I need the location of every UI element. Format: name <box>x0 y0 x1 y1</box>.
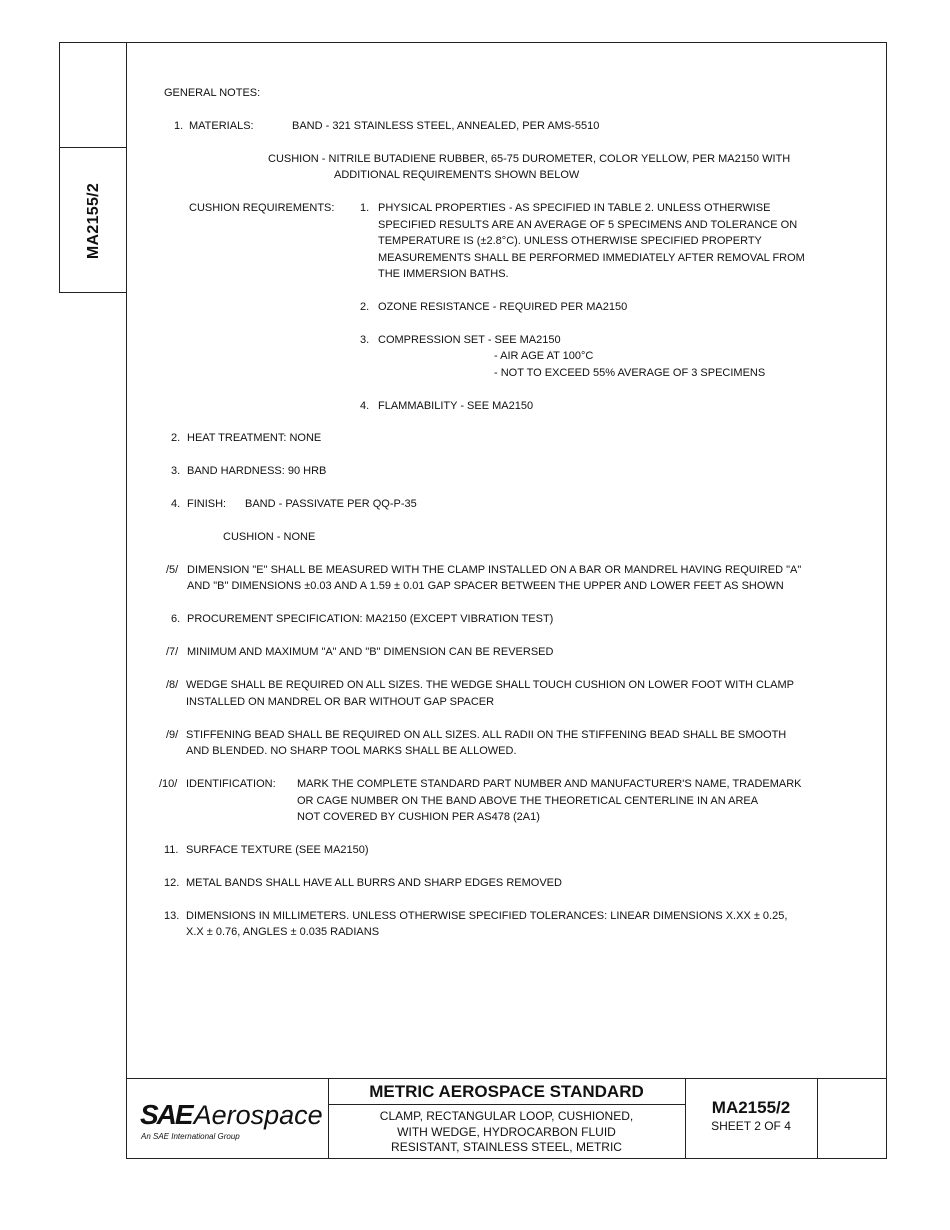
note-5-number: /5/ <box>166 564 179 576</box>
note-4-cushion: CUSHION - NONE <box>223 531 316 543</box>
title-block-divider-3 <box>817 1079 818 1159</box>
note-10-line-1: MARK THE COMPLETE STANDARD PART NUMBER AND MANUFACTURER'S NAME, TRADEMARK <box>297 778 802 790</box>
note-13-line-1: DIMENSIONS IN MILLIMETERS. UNLESS OTHERWISE SPECIFIED TOLERANCES: LINEAR DIMENSIONS X.XX ± 0.25, <box>186 910 788 922</box>
note-9-number: /9/ <box>166 729 179 741</box>
description-line-2: WITH WEDGE, HYDROCARBON FLUID <box>397 1124 616 1139</box>
note-5-line-2: AND "B" DIMENSIONS ±0.03 AND A 1.59 ± 0.01 GAP SPACER BETWEEN THE UPPER AND LOWER FEET AS SHOWN <box>187 580 784 592</box>
note-7: MINIMUM AND MAXIMUM "A" AND "B" DIMENSION CAN BE REVERSED <box>187 646 554 658</box>
note-5-line-1: DIMENSION "E" SHALL BE MEASURED WITH THE CLAMP INSTALLED ON A BAR OR MANDREL HAVING REQUIRED "A" <box>187 564 802 576</box>
side-doc-number: MA2155/2 <box>85 182 102 260</box>
note-10-line-3: NOT COVERED BY CUSHION PER AS478 (2A1) <box>297 811 540 823</box>
description-line-1: CLAMP, RECTANGULAR LOOP, CUSHIONED, <box>379 1109 634 1123</box>
note-6-number: 6. <box>171 613 181 625</box>
note-12-number: 12. <box>164 877 180 889</box>
note-2-number: 2. <box>171 432 181 444</box>
note-12: METAL BANDS SHALL HAVE ALL BURRS AND SHARP EDGES REMOVED <box>186 877 562 889</box>
note-6: PROCUREMENT SPECIFICATION: MA2150 (EXCEPT VIBRATION TEST) <box>187 613 554 625</box>
logo-subtitle: An SAE International Group <box>141 1132 240 1141</box>
note-8-line-1: WEDGE SHALL BE REQUIRED ON ALL SIZES. THE WEDGE SHALL TOUCH CUSHION ON LOWER FOOT WITH CLAMP <box>186 679 794 691</box>
note-7-number: /7/ <box>166 646 179 658</box>
side-tab <box>59 42 127 293</box>
note-11: SURFACE TEXTURE (SEE MA2150) <box>186 844 369 856</box>
note-4-number: 4. <box>171 498 181 510</box>
note-10-label: IDENTIFICATION: <box>186 778 276 790</box>
note-2: HEAT TREATMENT: NONE <box>187 432 322 444</box>
note-13-number: 13. <box>164 910 180 922</box>
note-1-label: MATERIALS: <box>189 120 254 132</box>
note-3-number: 3. <box>171 465 181 477</box>
cushion-req-3-number: 3. <box>360 334 370 346</box>
cushion-req-2-number: 2. <box>360 301 370 313</box>
sae-aerospace-logo <box>140 1099 323 1141</box>
title-block <box>126 1078 887 1159</box>
cushion-req-2: OZONE RESISTANCE - REQUIRED PER MA2150 <box>378 301 628 313</box>
cushion-requirements-label: CUSHION REQUIREMENTS: <box>189 202 335 214</box>
note-9-line-2: AND BLENDED. NO SHARP TOOL MARKS SHALL BE ALLOWED. <box>186 745 517 757</box>
document-number: MA2155/2 <box>711 1098 791 1117</box>
standard-title: METRIC AEROSPACE STANDARD <box>369 1082 644 1101</box>
cushion-req-4: FLAMMABILITY - SEE MA2150 <box>378 400 534 412</box>
part-description <box>328 1109 685 1156</box>
note-10-number: /10/ <box>159 778 178 790</box>
note-1-number: 1. <box>174 120 184 132</box>
notes-heading: GENERAL NOTES: <box>164 87 261 99</box>
cushion-req-1-line-1: PHYSICAL PROPERTIES - AS SPECIFIED IN TABLE 2. UNLESS OTHERWISE <box>378 202 771 214</box>
note-4-band: BAND - PASSIVATE PER QQ-P-35 <box>245 498 417 510</box>
cushion-req-1-line-2: SPECIFIED RESULTS ARE AN AVERAGE OF 5 SPECIMENS AND TOLERANCE ON <box>378 219 798 231</box>
cushion-req-4-number: 4. <box>360 400 370 412</box>
note-1-cushion-line-2: ADDITIONAL REQUIREMENTS SHOWN BELOW <box>334 169 580 181</box>
note-1-band: BAND - 321 STAINLESS STEEL, ANNEALED, PER AMS-5510 <box>292 120 600 132</box>
cushion-req-3: COMPRESSION SET - SEE MA2150 <box>378 334 561 346</box>
note-8-line-2: INSTALLED ON MANDREL OR BAR WITHOUT GAP SPACER <box>186 696 495 708</box>
cushion-req-1-line-4: MEASUREMENTS SHALL BE PERFORMED IMMEDIATELY AFTER REMOVAL FROM <box>378 252 805 264</box>
title-block-title-rule <box>328 1104 685 1105</box>
note-11-number: 11. <box>164 844 179 856</box>
sheet-number: SHEET 2 OF 4 <box>711 1119 791 1133</box>
side-tab-divider <box>60 147 127 148</box>
cushion-req-3-sub-b: - NOT TO EXCEED 55% AVERAGE OF 3 SPECIMENS <box>494 367 766 379</box>
note-3: BAND HARDNESS: 90 HRB <box>187 465 327 477</box>
logo-sae-text: SAE <box>140 1099 192 1130</box>
cushion-req-3-sub-a: - AIR AGE AT 100°C <box>494 350 594 362</box>
description-line-3: RESISTANT, STAINLESS STEEL, METRIC <box>391 1140 622 1154</box>
note-9-line-1: STIFFENING BEAD SHALL BE REQUIRED ON ALL SIZES. ALL RADII ON THE STIFFENING BEAD SHALL BE SMOOTH <box>186 729 787 741</box>
cushion-req-1-number: 1. <box>360 202 370 214</box>
note-8-number: /8/ <box>166 679 179 691</box>
cushion-req-1-line-5: THE IMMERSION BATHS. <box>378 268 509 280</box>
cushion-req-1-line-3: TEMPERATURE IS (±2.8°C). UNLESS OTHERWISE SPECIFIED PROPERTY <box>378 235 762 247</box>
note-10-line-2: OR CAGE NUMBER ON THE BAND ABOVE THE THEORETICAL CENTERLINE IN AN AREA <box>297 795 759 807</box>
logo-aerospace-text: Aerospace <box>193 1100 323 1130</box>
note-1-cushion-line-1: CUSHION - NITRILE BUTADIENE RUBBER, 65-75 DUROMETER, COLOR YELLOW, PER MA2150 WITH <box>268 153 791 165</box>
note-13-line-2: X.X ± 0.76, ANGLES ± 0.035 RADIANS <box>186 926 380 938</box>
note-4-label: FINISH: <box>187 498 227 510</box>
